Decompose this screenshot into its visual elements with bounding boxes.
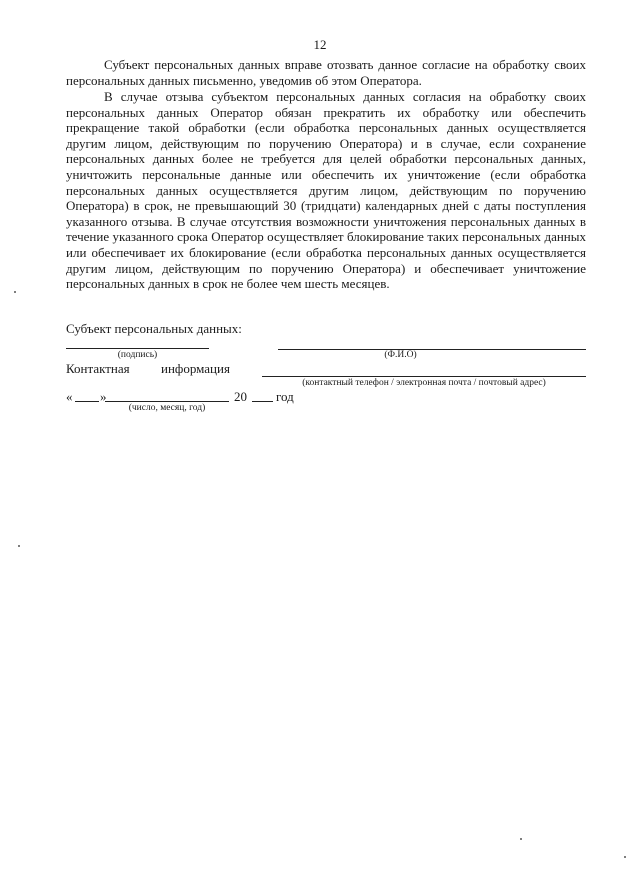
date-day-line[interactable] — [75, 401, 99, 402]
paragraph-withdrawal-right — [66, 57, 586, 88]
contact-label — [66, 361, 230, 377]
date-year-line[interactable] — [252, 401, 273, 402]
date-year-suffix: год — [276, 389, 294, 404]
date-month-line[interactable] — [105, 401, 229, 402]
subject-label: Субъект персональных данных: — [66, 321, 242, 336]
date-caption: (число, месяц, год) — [128, 403, 206, 413]
scan-speck — [14, 291, 16, 293]
paragraph-1-text: Субъект персональных данных вправе отозвать данное согласие на обработку своих персональных данных письменно, уведомив об этом Оператора. — [66, 57, 586, 88]
signature-caption: (подпись) — [117, 350, 158, 360]
contact-line[interactable] — [262, 376, 586, 377]
contact-label-word-1: Контактная — [66, 361, 130, 376]
scan-speck — [18, 545, 20, 547]
page-number: 12 — [313, 37, 327, 52]
fio-caption: (Ф.И.О) — [384, 350, 417, 360]
scan-speck — [624, 856, 626, 858]
date-open-quote: « — [66, 389, 73, 404]
paragraph-2-text: В случае отзыва субъектом персональных данных согласия на обработку своих персональных данных Оператор обязан прекратить их обработку или обеспечить прекращение такой обработки (если обработка персональных данных осуществляется другим лицом, действующим по поручению Оператора) и в случае, если сохранение персональных данных более не требуется для целей обработки персональных данных, уничтожить персональные данные или обеспечить их уничтожение (если обработка персональных данных осуществляется другим лицом, действующим по поручению Оператора) в срок, не превышающий 30 (тридцати) календарных дней с даты поступления указанного отзыва. В случае отсутствия возможности уничтожения персональных данных в течение указанного срока Оператор осуществляет блокирование таких персональных данных или обеспечивает их блокирование (если обработка персональных данных осуществляется другим лицом, действующим по поручению Оператора) и обеспечивает уничтожение персональных данных в срок не более чем шесть месяцев. — [66, 89, 586, 292]
contact-caption: (контактный телефон / электронная почта / почтовый адрес) — [302, 378, 546, 388]
paragraph-withdrawal-procedure — [66, 89, 586, 292]
contact-label-word-2: информация — [161, 361, 230, 376]
date-close-quote: » — [100, 389, 107, 404]
scan-speck — [520, 838, 522, 840]
signature-line[interactable] — [66, 348, 209, 349]
date-year-prefix: 20 — [234, 389, 247, 404]
